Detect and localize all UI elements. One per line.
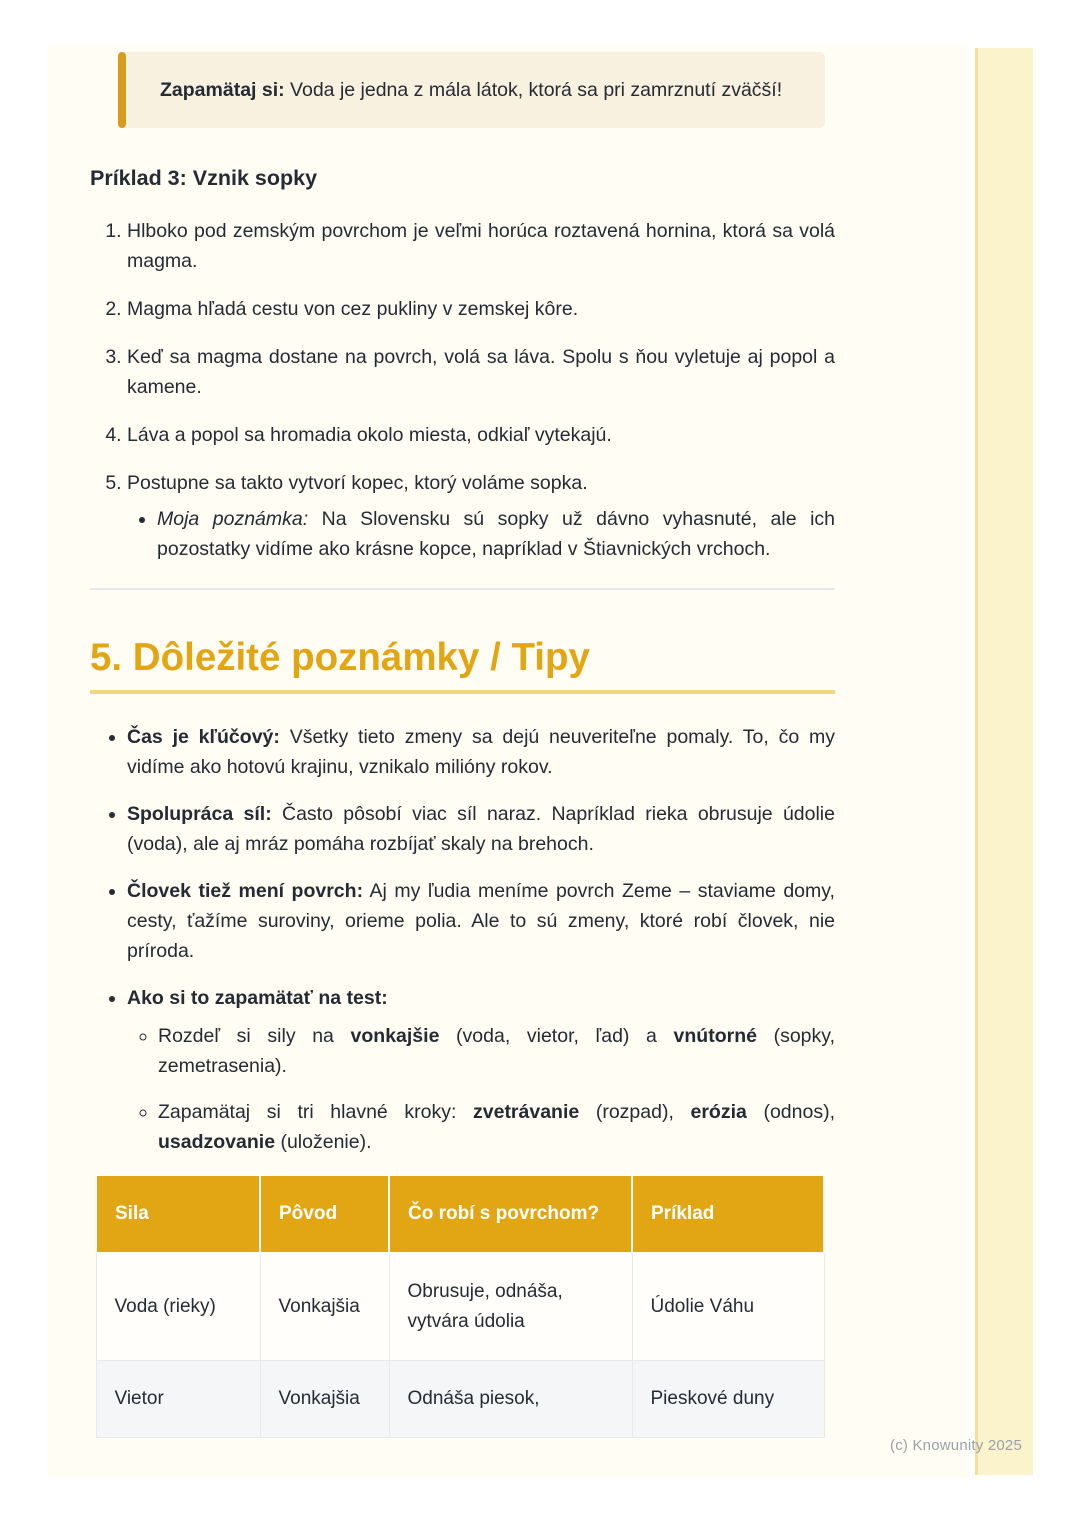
list-item: 3. Keď sa magma dostane na povrch, volá sa láva. Spolu s ňou vyletuje aj popol a kamene. (127, 342, 835, 402)
list-item: • Človek tiež mení povrch: Aj my ľudia meníme povrch Zeme – staviame domy, cesty, ťažíme suroviny, orieme polia. Ale to sú zmeny, ktoré robí človek, nie príroda. (127, 876, 835, 966)
table-cell: Pieskové duny (632, 1361, 824, 1438)
list-item: • Moja poznámka: Na Slovensku sú sopky už dávno vyhasnuté, ale ich pozostatky vidíme ako krásne kopce, napríklad v Štiavnických vrchoch. (157, 504, 835, 564)
table-cell: Voda (rieky) (96, 1253, 260, 1361)
section-title: 5. Dôležité poznámky / Tipy (90, 636, 835, 694)
next-page-edge (975, 48, 1033, 1475)
page-content (47, 52, 968, 1438)
document-page (47, 45, 968, 1478)
table-row (96, 1361, 824, 1438)
list-item: 5. Postupne sa takto vytvorí kopec, ktorý voláme sopka. • Moja poznámka: Na Slovensku sú sopky už dávno vyhasnuté, ale ich pozostatky vidíme ako krásne kopce, napríklad v Štiavnických vrchoch. (127, 468, 835, 564)
tips-list (90, 722, 835, 1157)
list-item: • Spolupráca síl: Často pôsobí viac síl naraz. Napríklad rieka obrusuje údolie (voda), ale aj mráz pomáha rozbíjať skaly na brehoch. (127, 799, 835, 859)
list-item: 1. Hlboko pod zemským povrchom je veľmi horúca roztavená hornina, ktorá sa volá magma. (127, 216, 835, 276)
column-header: Príklad (632, 1175, 824, 1253)
table-cell: Údolie Váhu (632, 1253, 824, 1361)
table-cell: Odnáša piesok, (389, 1361, 632, 1438)
list-item: • Čas je kľúčový: Všetky tieto zmeny sa dejú neuveriteľne pomaly. To, čo my vidíme ako hotovú krajinu, vznikalo milióny rokov. (127, 722, 835, 782)
example-heading: Príklad 3: Vznik sopky (90, 166, 318, 190)
column-header: Čo robí s povrchom? (389, 1175, 632, 1253)
list-item: 2. Magma hľadá cestu von cez pukliny v zemskej kôre. (127, 294, 835, 324)
column-header: Pôvod (260, 1175, 389, 1253)
table-header-row (96, 1175, 824, 1253)
volcano-steps-list (90, 216, 835, 564)
tips-sublist (127, 1021, 835, 1157)
table-cell: Vietor (96, 1361, 260, 1438)
list-item: ◦ Zapamätaj si tri hlavné kroky: zvetrávanie (rozpad), erózia (odnos), usadzovanie (uloženie). (158, 1097, 835, 1157)
callout-text: Zapamätaj si: Voda je jedna z mála látok, ktorá sa pri zamrznutí zväčší! (160, 79, 783, 101)
section-divider (90, 588, 835, 590)
forces-table (95, 1174, 825, 1438)
list-item: 4. Láva a popol sa hromadia okolo miesta, odkiaľ vytekajú. (127, 420, 835, 450)
callout-note (118, 52, 825, 128)
list-item: ◦ Rozdeľ si sily na vonkajšie (voda, vietor, ľad) a vnútorné (sopky, zemetrasenia). (158, 1021, 835, 1081)
watermark-text: (c) Knowunity 2025 (890, 1437, 1023, 1454)
table-cell: Vonkajšia (260, 1253, 389, 1361)
column-header: Sila (96, 1175, 260, 1253)
table-cell: Vonkajšia (260, 1361, 389, 1438)
table-row (96, 1253, 824, 1361)
note-sublist (127, 504, 835, 564)
table-cell: Obrusuje, odnáša, vytvára údolia (389, 1253, 632, 1361)
list-item: • Ako si to zapamätať na test: ◦ Rozdeľ si sily na vonkajšie (voda, vietor, ľad) a vnútorné (sopky, zemetrasenia). ◦ Zapamätaj si tri hlavné kroky: zvetrávanie (rozpad), erózia (odnos), usadzovanie (uloženie). (127, 983, 835, 1157)
